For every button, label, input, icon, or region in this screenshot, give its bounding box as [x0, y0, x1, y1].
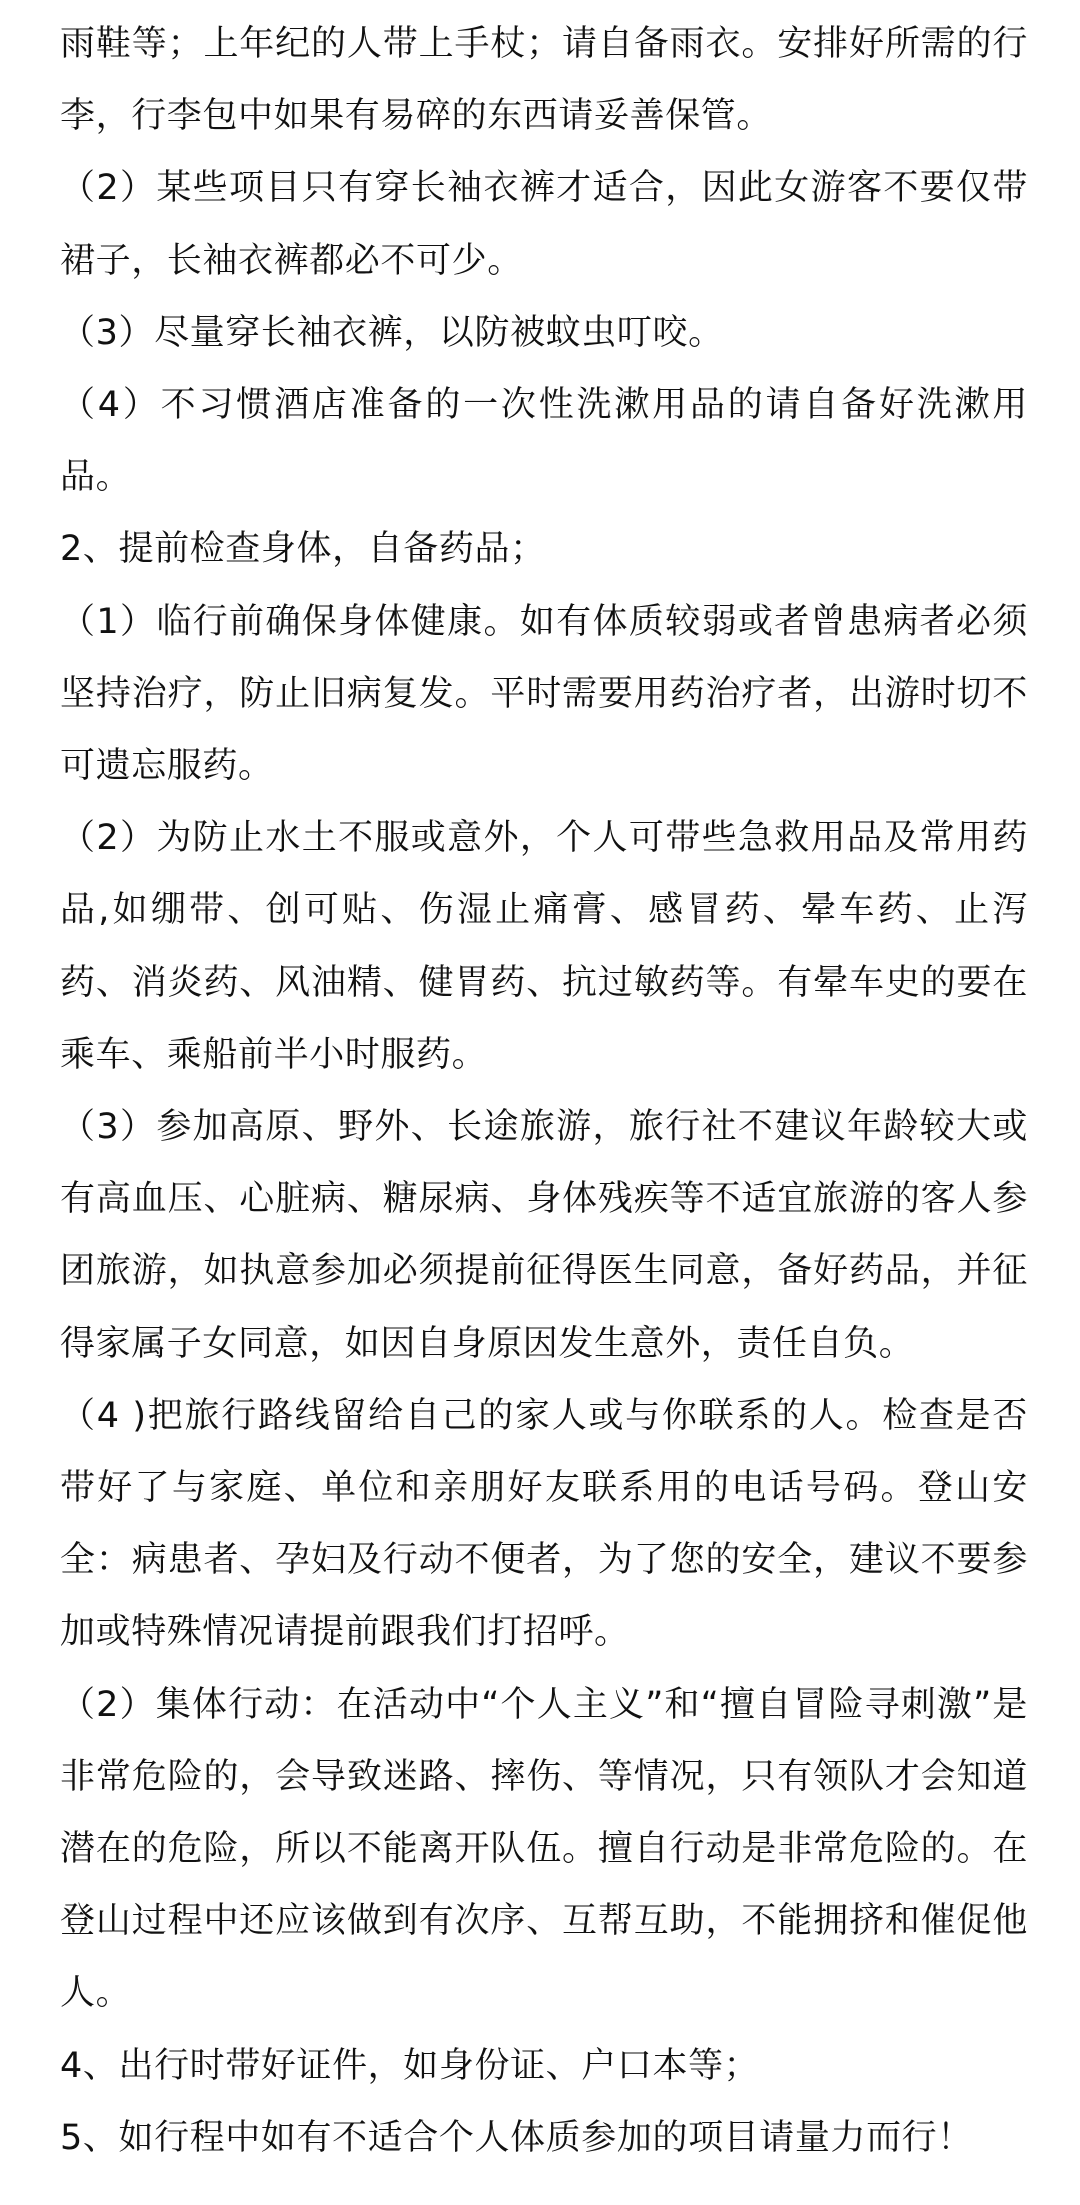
- paragraph-moderation: 5、如行程中如有不适合个人体质参加的项目请量力而行！: [60, 2117, 973, 2158]
- paragraph-plateau: （3）参加高原、野外、长途旅游，旅行社不建议年龄较大或有高血压、心脏病、糖尿病、身体残疾等不适宜旅游的客人参团旅游，如执意参加必须提前征得医生同意，备好药品，并征得家属子女同意，如因自身原因发生意外，责任自负。: [60, 1107, 1028, 1364]
- heading-health-check: 2、提前检查身体，自备药品；: [60, 529, 546, 570]
- paragraph-long-sleeves: （2）某些项目只有穿长袖衣裤才适合，因此女游客不要仅带裙子，长袖衣裤都必不可少。: [60, 168, 1028, 281]
- paragraph-route-safety: （4 )把旅行路线留给自己的家人或与你联系的人。检查是否带好了与家庭、单位和亲朋好友联系用的电话号码。登山安全：病患者、孕妇及行动不便者，为了您的安全，建议不要参加或特殊情况请提前跟我们打招呼。: [60, 1395, 1028, 1653]
- paragraph-luggage: 雨鞋等；上年纪的人带上手杖；请自备雨衣。安排好所需的行李，行李包中如果有易碎的东西请妥善保管。: [60, 24, 1028, 137]
- paragraph-mosquito: （3）尽量穿长袖衣裤，以防被蚊虫叮咬。: [60, 312, 724, 353]
- paragraph-group-action: （2）集体行动：在活动中“个人主义”和“擅自冒险寻刺激”是非常危险的，会导致迷路、摔伤、等情况，只有领队才会知道潜在的危险，所以不能离开队伍。擅自行动是非常危险的。在登山过程中还应该做到有次序、互帮互助，不能拥挤和催促他人。: [60, 1684, 1028, 2014]
- paragraph-documents: 4、出行时带好证件，如身份证、户口本等；: [60, 2045, 760, 2086]
- paragraph-health: （1）临行前确保身体健康。如有体质较弱或者曾患病者必须坚持治疗，防止旧病复发。平时需要用药治疗者，出游时切不可遗忘服药。: [60, 601, 1028, 787]
- paragraph-toiletries: （4）不习惯酒店准备的一次性洗漱用品的请自备好洗漱用品。: [60, 385, 1028, 498]
- paragraph-medicine: （2）为防止水土不服或意外，个人可带些急救用品及常用药品,如绷带、创可贴、伤湿止痛膏、感冒药、晕车药、止泻药、消炎药、风油精、健胃药、抗过敏药等。有晕车史的要在乘车、乘船前半小时服药。: [60, 818, 1028, 1075]
